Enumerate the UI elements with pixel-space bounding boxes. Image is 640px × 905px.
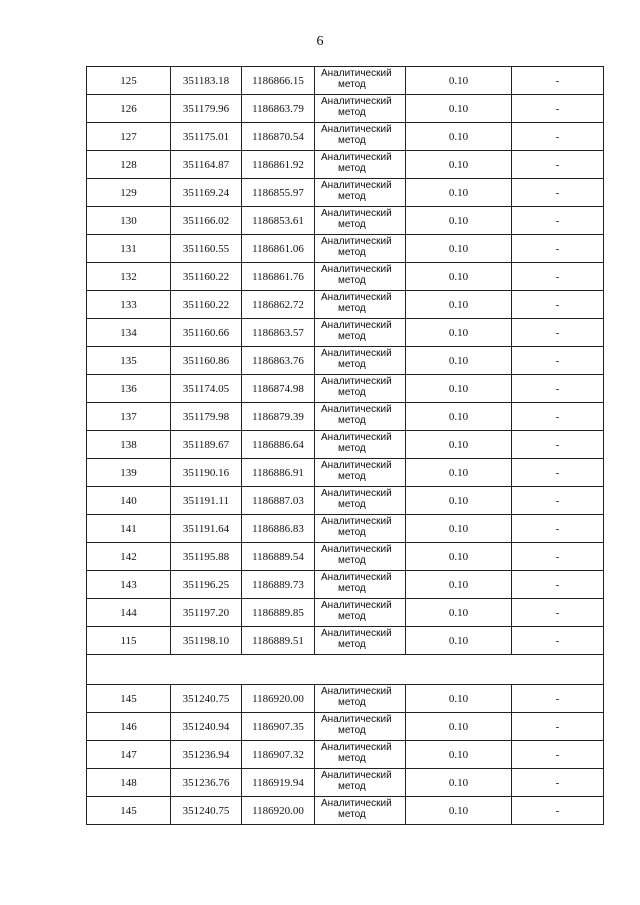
- method-line-2: метод: [338, 639, 366, 650]
- accuracy-cell: 0.10: [406, 769, 512, 797]
- y-coordinate-cell: 1186862.72: [242, 291, 315, 319]
- extra-cell: -: [512, 543, 604, 571]
- extra-cell: -: [512, 685, 604, 713]
- extra-cell: -: [512, 515, 604, 543]
- point-number-cell: 128: [87, 151, 171, 179]
- extra-cell: -: [512, 459, 604, 487]
- point-number-cell: 139: [87, 459, 171, 487]
- y-coordinate-cell: 1186907.35: [242, 713, 315, 741]
- extra-cell: -: [512, 487, 604, 515]
- method-line-2: метод: [338, 135, 366, 146]
- table-row: [87, 543, 604, 571]
- method-cell: [315, 741, 406, 769]
- method-line-2: метод: [338, 359, 366, 370]
- x-coordinate-cell: 351191.64: [171, 515, 242, 543]
- method-line-1: Аналитический: [321, 180, 392, 191]
- y-coordinate-cell: 1186886.91: [242, 459, 315, 487]
- table-row: [87, 235, 604, 263]
- extra-cell: -: [512, 95, 604, 123]
- table-row: [87, 515, 604, 543]
- y-coordinate-cell: 1186853.61: [242, 207, 315, 235]
- method-line-1: Аналитический: [321, 516, 392, 527]
- method-cell: [315, 431, 406, 459]
- x-coordinate-cell: 351240.75: [171, 685, 242, 713]
- extra-cell: -: [512, 571, 604, 599]
- accuracy-cell: 0.10: [406, 431, 512, 459]
- method-line-2: метод: [338, 219, 366, 230]
- method-line-2: метод: [338, 527, 366, 538]
- extra-cell: -: [512, 599, 604, 627]
- method-cell: [315, 235, 406, 263]
- method-line-2: метод: [338, 725, 366, 736]
- point-number-cell: 138: [87, 431, 171, 459]
- method-cell: [315, 515, 406, 543]
- accuracy-cell: 0.10: [406, 403, 512, 431]
- extra-cell: -: [512, 179, 604, 207]
- y-coordinate-cell: 1186886.83: [242, 515, 315, 543]
- method-line-2: метод: [338, 781, 366, 792]
- y-coordinate-cell: 1186889.73: [242, 571, 315, 599]
- x-coordinate-cell: 351236.76: [171, 769, 242, 797]
- table-row: [87, 713, 604, 741]
- y-coordinate-cell: 1186889.85: [242, 599, 315, 627]
- accuracy-cell: 0.10: [406, 179, 512, 207]
- extra-cell: -: [512, 431, 604, 459]
- x-coordinate-cell: 351198.10: [171, 627, 242, 655]
- extra-cell: -: [512, 627, 604, 655]
- method-line-1: Аналитический: [321, 96, 392, 107]
- method-cell: [315, 543, 406, 571]
- y-coordinate-cell: 1186863.57: [242, 319, 315, 347]
- accuracy-cell: 0.10: [406, 685, 512, 713]
- method-line-2: метод: [338, 697, 366, 708]
- method-cell: [315, 403, 406, 431]
- method-line-1: Аналитический: [321, 264, 392, 275]
- method-cell: [315, 151, 406, 179]
- page-number: 6: [316, 34, 324, 49]
- method-cell: [315, 179, 406, 207]
- point-number-cell: 148: [87, 769, 171, 797]
- accuracy-cell: 0.10: [406, 123, 512, 151]
- y-coordinate-cell: 1186866.15: [242, 67, 315, 95]
- y-coordinate-cell: 1186863.79: [242, 95, 315, 123]
- accuracy-cell: 0.10: [406, 459, 512, 487]
- method-line-2: метод: [338, 443, 366, 454]
- method-cell: [315, 627, 406, 655]
- accuracy-cell: 0.10: [406, 797, 512, 825]
- method-line-2: метод: [338, 163, 366, 174]
- y-coordinate-cell: 1186861.92: [242, 151, 315, 179]
- table-row: [87, 347, 604, 375]
- accuracy-cell: 0.10: [406, 207, 512, 235]
- method-cell: [315, 487, 406, 515]
- table-row: [87, 741, 604, 769]
- x-coordinate-cell: 351175.01: [171, 123, 242, 151]
- table-row: [87, 627, 604, 655]
- extra-cell: -: [512, 797, 604, 825]
- y-coordinate-cell: 1186886.64: [242, 431, 315, 459]
- method-line-1: Аналитический: [321, 798, 392, 809]
- point-number-cell: 145: [87, 685, 171, 713]
- table-row: [87, 599, 604, 627]
- accuracy-cell: 0.10: [406, 291, 512, 319]
- method-line-2: метод: [338, 79, 366, 90]
- method-line-1: Аналитический: [321, 600, 392, 611]
- method-line-1: Аналитический: [321, 68, 392, 79]
- method-cell: [315, 713, 406, 741]
- point-number-cell: 137: [87, 403, 171, 431]
- x-coordinate-cell: 351166.02: [171, 207, 242, 235]
- x-coordinate-cell: 351196.25: [171, 571, 242, 599]
- table-row: [87, 67, 604, 95]
- x-coordinate-cell: 351160.66: [171, 319, 242, 347]
- extra-cell: -: [512, 347, 604, 375]
- y-coordinate-cell: 1186889.54: [242, 543, 315, 571]
- x-coordinate-cell: 351190.16: [171, 459, 242, 487]
- y-coordinate-cell: 1186879.39: [242, 403, 315, 431]
- point-number-cell: 146: [87, 713, 171, 741]
- y-coordinate-cell: 1186861.06: [242, 235, 315, 263]
- y-coordinate-cell: 1186861.76: [242, 263, 315, 291]
- point-number-cell: 125: [87, 67, 171, 95]
- y-coordinate-cell: 1186920.00: [242, 685, 315, 713]
- x-coordinate-cell: 351197.20: [171, 599, 242, 627]
- x-coordinate-cell: 351160.86: [171, 347, 242, 375]
- table-row: [87, 403, 604, 431]
- x-coordinate-cell: 351174.05: [171, 375, 242, 403]
- y-coordinate-cell: 1186920.00: [242, 797, 315, 825]
- coordinates-table-body: [87, 67, 604, 825]
- method-line-1: Аналитический: [321, 714, 392, 725]
- method-cell: [315, 95, 406, 123]
- method-cell: [315, 347, 406, 375]
- y-coordinate-cell: 1186870.54: [242, 123, 315, 151]
- extra-cell: -: [512, 151, 604, 179]
- method-line-2: метод: [338, 303, 366, 314]
- separator-cell: [87, 655, 604, 685]
- x-coordinate-cell: 351160.22: [171, 291, 242, 319]
- table-row: [87, 685, 604, 713]
- accuracy-cell: 0.10: [406, 713, 512, 741]
- extra-cell: -: [512, 291, 604, 319]
- method-cell: [315, 375, 406, 403]
- method-line-2: метод: [338, 583, 366, 594]
- method-line-1: Аналитический: [321, 488, 392, 499]
- method-line-2: метод: [338, 191, 366, 202]
- accuracy-cell: 0.10: [406, 599, 512, 627]
- accuracy-cell: 0.10: [406, 543, 512, 571]
- method-line-2: метод: [338, 247, 366, 258]
- method-line-1: Аналитический: [321, 770, 392, 781]
- point-number-cell: 143: [87, 571, 171, 599]
- x-coordinate-cell: 351191.11: [171, 487, 242, 515]
- point-number-cell: 126: [87, 95, 171, 123]
- method-line-2: метод: [338, 611, 366, 622]
- table-row: [87, 571, 604, 599]
- extra-cell: -: [512, 741, 604, 769]
- method-cell: [315, 319, 406, 347]
- method-line-1: Аналитический: [321, 572, 392, 583]
- y-coordinate-cell: 1186887.03: [242, 487, 315, 515]
- point-number-cell: 145: [87, 797, 171, 825]
- accuracy-cell: 0.10: [406, 95, 512, 123]
- x-coordinate-cell: 351164.87: [171, 151, 242, 179]
- method-line-2: метод: [338, 107, 366, 118]
- method-line-2: метод: [338, 387, 366, 398]
- extra-cell: -: [512, 713, 604, 741]
- accuracy-cell: 0.10: [406, 571, 512, 599]
- method-line-1: Аналитический: [321, 544, 392, 555]
- y-coordinate-cell: 1186855.97: [242, 179, 315, 207]
- x-coordinate-cell: 351179.96: [171, 95, 242, 123]
- method-cell: [315, 797, 406, 825]
- method-cell: [315, 123, 406, 151]
- method-cell: [315, 599, 406, 627]
- table-row: [87, 459, 604, 487]
- method-cell: [315, 571, 406, 599]
- x-coordinate-cell: 351183.18: [171, 67, 242, 95]
- point-number-cell: 130: [87, 207, 171, 235]
- accuracy-cell: 0.10: [406, 487, 512, 515]
- coordinates-table: [86, 66, 604, 825]
- point-number-cell: 144: [87, 599, 171, 627]
- point-number-cell: 134: [87, 319, 171, 347]
- x-coordinate-cell: 351160.22: [171, 263, 242, 291]
- method-line-1: Аналитический: [321, 348, 392, 359]
- y-coordinate-cell: 1186919.94: [242, 769, 315, 797]
- accuracy-cell: 0.10: [406, 375, 512, 403]
- method-line-2: метод: [338, 275, 366, 286]
- method-line-2: метод: [338, 415, 366, 426]
- extra-cell: -: [512, 769, 604, 797]
- x-coordinate-cell: 351179.98: [171, 403, 242, 431]
- accuracy-cell: 0.10: [406, 319, 512, 347]
- method-cell: [315, 207, 406, 235]
- accuracy-cell: 0.10: [406, 741, 512, 769]
- table-row: [87, 291, 604, 319]
- accuracy-cell: 0.10: [406, 151, 512, 179]
- extra-cell: -: [512, 375, 604, 403]
- accuracy-cell: 0.10: [406, 515, 512, 543]
- method-line-1: Аналитический: [321, 628, 392, 639]
- method-line-1: Аналитический: [321, 124, 392, 135]
- method-line-2: метод: [338, 753, 366, 764]
- method-line-1: Аналитический: [321, 376, 392, 387]
- method-line-1: Аналитический: [321, 292, 392, 303]
- accuracy-cell: 0.10: [406, 263, 512, 291]
- extra-cell: -: [512, 319, 604, 347]
- method-cell: [315, 685, 406, 713]
- separator-row: [87, 655, 604, 685]
- method-line-1: Аналитический: [321, 432, 392, 443]
- point-number-cell: 140: [87, 487, 171, 515]
- method-line-1: Аналитический: [321, 404, 392, 415]
- method-line-2: метод: [338, 555, 366, 566]
- accuracy-cell: 0.10: [406, 627, 512, 655]
- method-line-2: метод: [338, 471, 366, 482]
- accuracy-cell: 0.10: [406, 347, 512, 375]
- x-coordinate-cell: 351160.55: [171, 235, 242, 263]
- accuracy-cell: 0.10: [406, 67, 512, 95]
- y-coordinate-cell: 1186907.32: [242, 741, 315, 769]
- table-row: [87, 123, 604, 151]
- y-coordinate-cell: 1186863.76: [242, 347, 315, 375]
- point-number-cell: 129: [87, 179, 171, 207]
- point-number-cell: 147: [87, 741, 171, 769]
- table-row: [87, 797, 604, 825]
- x-coordinate-cell: 351195.88: [171, 543, 242, 571]
- method-cell: [315, 263, 406, 291]
- method-line-1: Аналитический: [321, 742, 392, 753]
- method-line-1: Аналитический: [321, 320, 392, 331]
- method-line-1: Аналитический: [321, 208, 392, 219]
- point-number-cell: 142: [87, 543, 171, 571]
- method-line-1: Аналитический: [321, 686, 392, 697]
- method-cell: [315, 769, 406, 797]
- x-coordinate-cell: 351236.94: [171, 741, 242, 769]
- extra-cell: -: [512, 403, 604, 431]
- extra-cell: -: [512, 67, 604, 95]
- extra-cell: -: [512, 207, 604, 235]
- table-row: [87, 431, 604, 459]
- table-row: [87, 319, 604, 347]
- extra-cell: -: [512, 123, 604, 151]
- extra-cell: -: [512, 235, 604, 263]
- table-row: [87, 179, 604, 207]
- method-line-2: метод: [338, 331, 366, 342]
- y-coordinate-cell: 1186874.98: [242, 375, 315, 403]
- x-coordinate-cell: 351189.67: [171, 431, 242, 459]
- x-coordinate-cell: 351169.24: [171, 179, 242, 207]
- point-number-cell: 127: [87, 123, 171, 151]
- point-number-cell: 136: [87, 375, 171, 403]
- table-row: [87, 95, 604, 123]
- accuracy-cell: 0.10: [406, 235, 512, 263]
- point-number-cell: 141: [87, 515, 171, 543]
- table-row: [87, 263, 604, 291]
- point-number-cell: 133: [87, 291, 171, 319]
- table-row: [87, 207, 604, 235]
- method-cell: [315, 67, 406, 95]
- x-coordinate-cell: 351240.94: [171, 713, 242, 741]
- extra-cell: -: [512, 263, 604, 291]
- method-line-2: метод: [338, 809, 366, 820]
- point-number-cell: 115: [87, 627, 171, 655]
- method-cell: [315, 459, 406, 487]
- table-row: [87, 487, 604, 515]
- table-row: [87, 375, 604, 403]
- x-coordinate-cell: 351240.75: [171, 797, 242, 825]
- point-number-cell: 132: [87, 263, 171, 291]
- method-cell: [315, 291, 406, 319]
- method-line-2: метод: [338, 499, 366, 510]
- point-number-cell: 131: [87, 235, 171, 263]
- method-line-1: Аналитический: [321, 236, 392, 247]
- point-number-cell: 135: [87, 347, 171, 375]
- method-line-1: Аналитический: [321, 460, 392, 471]
- method-line-1: Аналитический: [321, 152, 392, 163]
- table-row: [87, 151, 604, 179]
- y-coordinate-cell: 1186889.51: [242, 627, 315, 655]
- table-row: [87, 769, 604, 797]
